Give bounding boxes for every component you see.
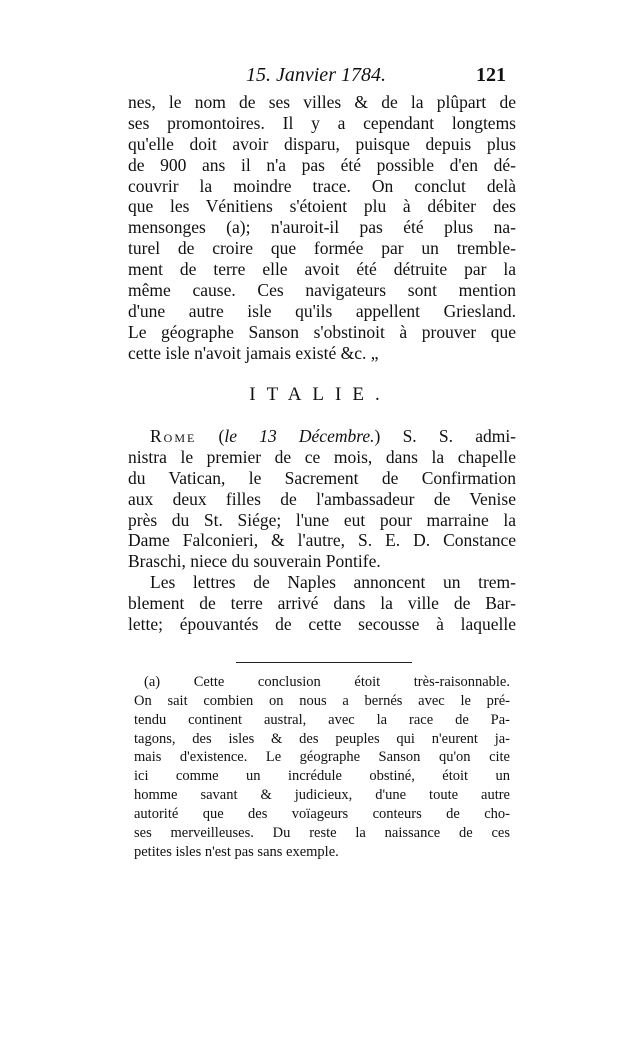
footnote-line: ses merveilleuses. Du reste la naissance de ces bbox=[134, 824, 510, 841]
dateline-close-paren: ) bbox=[374, 426, 381, 446]
text-line: aux deux filles de l'ambassadeur de Venise bbox=[128, 488, 516, 509]
text-line: de 900 ans il n'a pas été possible d'en dé- bbox=[128, 154, 516, 175]
rome-article bbox=[128, 426, 516, 635]
continued-paragraph bbox=[128, 92, 516, 364]
text-line: Le géographe Sanson s'obstinoit à prouver que bbox=[128, 321, 516, 342]
text-line: qu'elle doit avoir disparu, puisque depuis plus bbox=[128, 133, 516, 154]
text-line: cette isle n'avoit jamais existé &c. „ bbox=[128, 342, 379, 363]
footnote-line: (a) Cette conclusion étoit très-raisonnable. bbox=[144, 674, 510, 690]
text-line: du Vatican, le Sacrement de Confirmation bbox=[128, 467, 516, 488]
dateline-place: Rome bbox=[150, 426, 197, 446]
text-line: Les lettres de Naples annoncent un trem- bbox=[150, 572, 516, 593]
footnote-line: On sait combien on nous a bernés avec le pré- bbox=[134, 692, 510, 709]
text-line: nistra le premier de ce mois, dans la chapelle bbox=[128, 446, 516, 467]
first-line-rest: S. S. admi- bbox=[402, 426, 517, 446]
text-line: que les Vénitiens s'étoient plu à débiter des bbox=[128, 196, 516, 217]
footnote bbox=[134, 673, 510, 861]
footnote-line: tagons, des isles & des peuples qui n'eurent ja- bbox=[134, 730, 510, 747]
dateline-line bbox=[128, 426, 516, 447]
footnote-rule bbox=[236, 662, 412, 663]
footnote-line: ici comme un incrédule obstiné, étoit un bbox=[134, 768, 510, 785]
text-line: couvrir la moindre trace. On conclut delà bbox=[128, 175, 516, 196]
text-line: ment de terre elle avoit été détruite par la bbox=[128, 259, 516, 280]
text-line: turel de croire que formée par un tremble- bbox=[128, 238, 516, 259]
text-line: ses promontoires. Il y a cependant longtems bbox=[128, 112, 516, 133]
text-line: mensonges (a); n'auroit-il pas été plus na- bbox=[128, 217, 516, 238]
footnote-line: petites isles n'est pas sans exemple. bbox=[134, 843, 339, 860]
footnote-line: tendu continent austral, avec la race de Pa- bbox=[134, 711, 510, 728]
text-line: Dame Falconieri, & l'autre, S. E. D. Constance bbox=[128, 530, 516, 551]
text-line: nes, le nom de ses villes & de la plûpart de bbox=[128, 92, 516, 112]
header-date: 15. Janvier 1784. bbox=[246, 64, 386, 86]
running-header bbox=[0, 64, 640, 92]
text-line: lette; épouvantés de cette secousse à laquelle bbox=[128, 614, 516, 635]
text-line: même cause. Ces navigateurs sont mention bbox=[128, 280, 516, 301]
text-line: blement de terre arrivé dans la ville de Bar- bbox=[128, 593, 516, 614]
footnote-line: mais d'existence. Le géographe Sanson qu'on cite bbox=[134, 749, 510, 766]
dateline-open-paren: ( bbox=[218, 426, 225, 446]
footnote-line: autorité que des voïageurs conteurs de cho- bbox=[134, 805, 510, 822]
page-number: 121 bbox=[476, 64, 506, 86]
text-line: près du St. Siége; l'une eut pour marraine la bbox=[128, 509, 516, 530]
text-line: d'une autre isle qu'ils appellent Griesland. bbox=[128, 300, 516, 321]
dateline-date: le 13 Décembre. bbox=[224, 426, 375, 446]
footnote-line: homme savant & judicieux, d'une toute autre bbox=[134, 787, 510, 804]
text-line: Braschi, niece du souverain Pontife. bbox=[128, 551, 381, 572]
section-title: ITALIE. bbox=[249, 384, 391, 405]
